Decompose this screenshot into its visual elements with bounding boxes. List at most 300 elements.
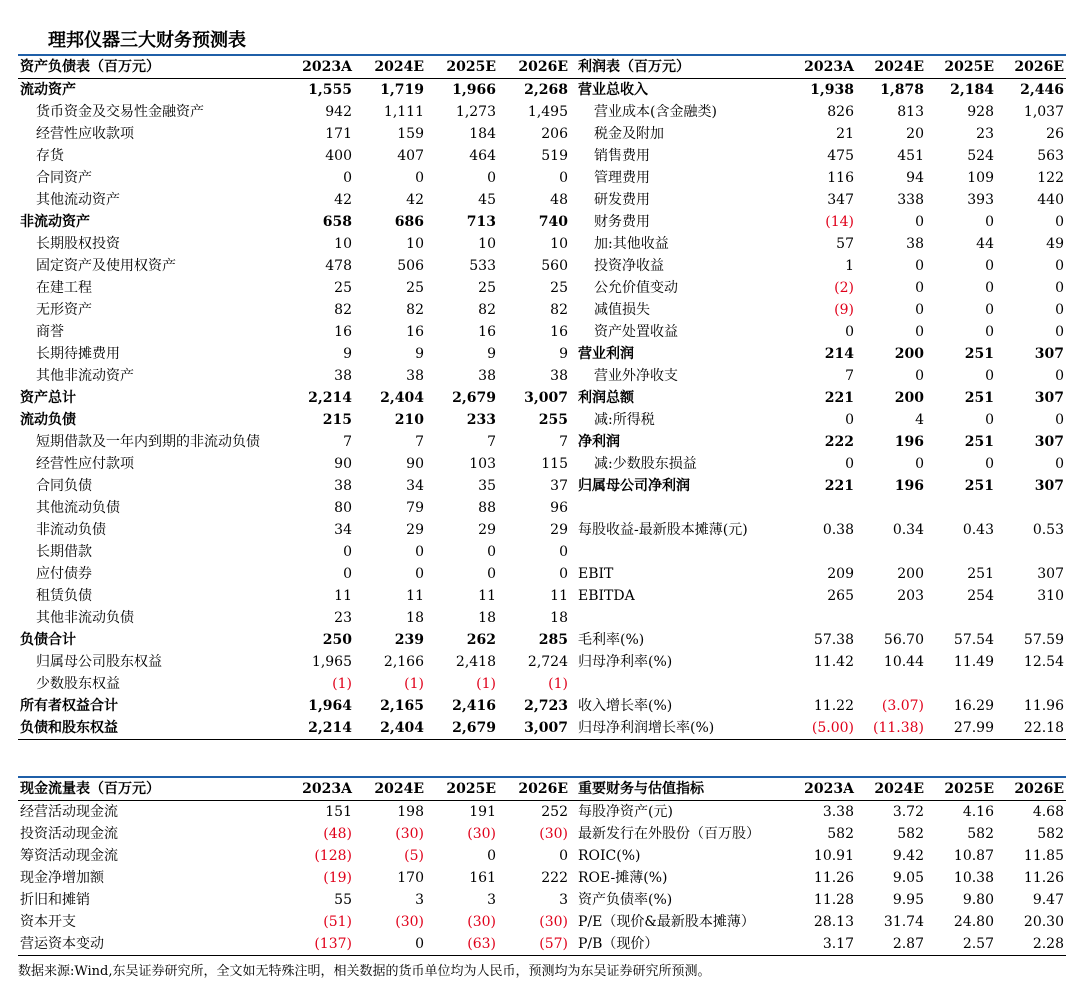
value-cell: 25 xyxy=(334,280,352,296)
value-cell: 2,416 xyxy=(452,698,496,714)
row-label: 加:其他收益 xyxy=(594,236,669,252)
value-cell: 196 xyxy=(894,434,924,450)
table-row xyxy=(18,475,1066,497)
value-cell: 200 xyxy=(894,346,924,362)
value-cell: 7 xyxy=(415,434,424,450)
value-cell: 0 xyxy=(559,170,568,186)
row-label: 租赁负债 xyxy=(36,588,92,604)
table-row xyxy=(18,453,1066,475)
value-cell: 38 xyxy=(406,368,424,384)
table-row xyxy=(18,933,1066,956)
row-label: 归母净利率(%) xyxy=(578,654,673,670)
value-cell: 262 xyxy=(466,632,496,648)
value-cell xyxy=(856,607,926,629)
value-cell: 11.85 xyxy=(1023,848,1064,864)
value-cell: 16 xyxy=(550,324,568,340)
value-cell: 560 xyxy=(541,258,568,274)
value-cell: 826 xyxy=(827,104,854,120)
row-label: 现金净增加额 xyxy=(20,870,104,886)
row-label: EBITDA xyxy=(578,588,635,604)
value-cell: (1) xyxy=(548,676,568,692)
table-row xyxy=(18,145,1066,167)
value-cell: 0 xyxy=(343,566,352,582)
value-cell: (48) xyxy=(323,826,352,842)
value-cell: 0 xyxy=(1055,280,1064,296)
row-label: 归属母公司股东权益 xyxy=(36,654,162,670)
value-cell: (9) xyxy=(834,302,854,318)
row-label xyxy=(576,541,786,563)
table-row xyxy=(18,189,1066,211)
row-label: P/B（现价） xyxy=(578,936,659,952)
key-metrics-header: 重要财务与估值指标 xyxy=(578,781,704,797)
value-cell: (1) xyxy=(476,676,496,692)
row-label: 公允价值变动 xyxy=(594,280,678,296)
value-cell: 519 xyxy=(541,148,568,164)
value-cell: 37 xyxy=(550,478,568,494)
value-cell: 658 xyxy=(322,214,352,230)
row-label: 长期股权投资 xyxy=(36,236,120,252)
row-label: 合同资产 xyxy=(36,170,92,186)
table-row xyxy=(18,79,1066,102)
value-cell: 254 xyxy=(967,588,994,604)
value-cell: 0 xyxy=(1055,258,1064,274)
value-cell: 221 xyxy=(824,390,854,406)
value-cell: 285 xyxy=(538,632,568,648)
value-cell: 0 xyxy=(487,848,496,864)
value-cell: 57 xyxy=(836,236,854,252)
value-cell: 90 xyxy=(406,456,424,472)
value-cell: 2,679 xyxy=(452,390,496,406)
row-label: 其他非流动负债 xyxy=(36,610,134,626)
value-cell: 0 xyxy=(1055,412,1064,428)
value-cell: (19) xyxy=(323,870,352,886)
value-cell: (30) xyxy=(395,914,424,930)
row-label: 存货 xyxy=(36,148,64,164)
value-cell: 0 xyxy=(559,566,568,582)
value-cell: 191 xyxy=(469,804,496,820)
value-cell: 11.28 xyxy=(813,892,854,908)
value-cell: 0 xyxy=(1055,214,1064,230)
row-label: 财务费用 xyxy=(594,214,650,230)
value-cell: (30) xyxy=(539,826,568,842)
value-cell: 0 xyxy=(415,170,424,186)
row-label: 每股收益-最新股本摊薄(元) xyxy=(578,522,748,538)
value-cell: 0 xyxy=(985,214,994,230)
value-cell: 9 xyxy=(343,346,352,362)
row-label: 经营性应收款项 xyxy=(36,126,134,142)
table-row xyxy=(18,321,1066,343)
table-row xyxy=(18,211,1066,233)
value-cell: 563 xyxy=(1037,148,1064,164)
row-label: 利润总额 xyxy=(578,390,634,406)
value-cell: 16 xyxy=(406,324,424,340)
value-cell: 0 xyxy=(487,170,496,186)
row-label: 每股净资产(元) xyxy=(578,804,673,820)
value-cell: 116 xyxy=(827,170,854,186)
table-row xyxy=(18,607,1066,629)
value-cell: 9 xyxy=(559,346,568,362)
balance-sheet-header: 资产负债表（百万元） xyxy=(20,59,160,75)
row-label xyxy=(576,673,786,695)
row-label: 毛利率(%) xyxy=(578,632,645,648)
top-header-row xyxy=(18,55,1066,79)
value-cell: 1 xyxy=(845,258,854,274)
value-cell xyxy=(856,673,926,695)
table-row xyxy=(18,867,1066,889)
row-label: 营业总收入 xyxy=(578,82,648,98)
year-header: 2026E xyxy=(518,781,568,797)
value-cell: 233 xyxy=(466,412,496,428)
row-label: 资产总计 xyxy=(20,390,76,406)
value-cell: 209 xyxy=(827,566,854,582)
value-cell: 151 xyxy=(325,804,352,820)
value-cell: (137) xyxy=(314,936,352,952)
value-cell: 29 xyxy=(406,522,424,538)
value-cell: (14) xyxy=(825,214,854,230)
value-cell: 2,165 xyxy=(380,698,424,714)
value-cell: 2,214 xyxy=(308,720,352,736)
cash-flow-header: 现金流量表（百万元） xyxy=(20,781,160,797)
value-cell: 109 xyxy=(967,170,994,186)
value-cell: 307 xyxy=(1034,390,1064,406)
value-cell: (128) xyxy=(314,848,352,864)
value-cell: 255 xyxy=(538,412,568,428)
value-cell: 159 xyxy=(397,126,424,142)
value-cell: 20.30 xyxy=(1023,914,1064,930)
value-cell: 23 xyxy=(976,126,994,142)
value-cell: 29 xyxy=(478,522,496,538)
value-cell: 3,007 xyxy=(524,720,568,736)
value-cell: 1,719 xyxy=(380,82,424,98)
value-cell: 79 xyxy=(406,500,424,516)
value-cell: 44 xyxy=(976,236,994,252)
row-label: 长期借款 xyxy=(36,544,92,560)
value-cell: 57.59 xyxy=(1023,632,1064,648)
value-cell: 10.44 xyxy=(883,654,924,670)
value-cell: 31.74 xyxy=(883,914,924,930)
value-cell: 0 xyxy=(985,258,994,274)
value-cell xyxy=(856,541,926,563)
value-cell: 214 xyxy=(824,346,854,362)
value-cell: 82 xyxy=(550,302,568,318)
value-cell: 200 xyxy=(894,390,924,406)
table-row xyxy=(18,519,1066,541)
value-cell xyxy=(926,673,996,695)
value-cell: 122 xyxy=(1037,170,1064,186)
table-row xyxy=(18,255,1066,277)
value-cell: (1) xyxy=(404,676,424,692)
value-cell: 11.42 xyxy=(813,654,854,670)
value-cell: 55 xyxy=(334,892,352,908)
value-cell: 4.16 xyxy=(962,804,994,820)
value-cell: 3 xyxy=(559,892,568,908)
value-cell: 338 xyxy=(897,192,924,208)
year-header: 2025E xyxy=(446,781,496,797)
value-cell: 0 xyxy=(415,544,424,560)
value-cell: 90 xyxy=(334,456,352,472)
value-cell: 347 xyxy=(827,192,854,208)
value-cell: 239 xyxy=(394,632,424,648)
value-cell: 0 xyxy=(343,170,352,186)
value-cell: 582 xyxy=(967,826,994,842)
value-cell: 7 xyxy=(845,368,854,384)
value-cell: 506 xyxy=(397,258,424,274)
value-cell: (30) xyxy=(467,826,496,842)
value-cell: 11.22 xyxy=(813,698,854,714)
value-cell: 16 xyxy=(478,324,496,340)
value-cell: 29 xyxy=(550,522,568,538)
year-header: 2023A xyxy=(804,781,854,797)
table-row xyxy=(18,695,1066,717)
row-label: 收入增长率(%) xyxy=(578,698,673,714)
row-label: 非流动负债 xyxy=(36,522,106,538)
value-cell: 28.13 xyxy=(813,914,854,930)
value-cell: 252 xyxy=(541,804,568,820)
row-label: ROIC(%) xyxy=(578,848,641,864)
table-row xyxy=(18,717,1066,740)
income-statement-header: 利润表（百万元） xyxy=(578,59,690,75)
value-cell: (30) xyxy=(467,914,496,930)
value-cell: 221 xyxy=(824,478,854,494)
row-label: ROE-摊薄(%) xyxy=(578,870,668,886)
year-header: 2026E xyxy=(1014,59,1064,75)
value-cell: 115 xyxy=(541,456,568,472)
value-cell: 7 xyxy=(343,434,352,450)
row-label: 应付债券 xyxy=(36,566,92,582)
value-cell: 11 xyxy=(478,588,496,604)
value-cell: 0 xyxy=(415,566,424,582)
cashflow-metrics-table xyxy=(18,776,1066,956)
value-cell xyxy=(996,541,1066,563)
value-cell: 38 xyxy=(906,236,924,252)
row-label: 归母净利润增长率(%) xyxy=(578,720,715,736)
value-cell: 464 xyxy=(469,148,496,164)
value-cell xyxy=(786,607,856,629)
row-label: 营业利润 xyxy=(578,346,634,362)
value-cell: 10 xyxy=(478,236,496,252)
value-cell: 96 xyxy=(550,500,568,516)
value-cell: 22.18 xyxy=(1023,720,1064,736)
value-cell: 0 xyxy=(487,566,496,582)
row-label: 减:少数股东损益 xyxy=(594,456,697,472)
row-label: 货币资金及交易性金融资产 xyxy=(36,104,204,120)
value-cell: 18 xyxy=(478,610,496,626)
balance-income-table xyxy=(18,54,1066,740)
value-cell: 10 xyxy=(406,236,424,252)
value-cell: 251 xyxy=(964,346,994,362)
value-cell: (5) xyxy=(404,848,424,864)
value-cell: 35 xyxy=(478,478,496,494)
row-label: 长期待摊费用 xyxy=(36,346,120,362)
value-cell: 582 xyxy=(897,826,924,842)
value-cell: 10 xyxy=(550,236,568,252)
value-cell: 1,965 xyxy=(311,654,352,670)
value-cell: 3 xyxy=(487,892,496,908)
year-header: 2025E xyxy=(446,59,496,75)
value-cell: 56.70 xyxy=(883,632,924,648)
value-cell: 251 xyxy=(964,478,994,494)
row-label: 合同负债 xyxy=(36,478,92,494)
value-cell: 9 xyxy=(487,346,496,362)
value-cell: 210 xyxy=(394,412,424,428)
value-cell: 4.68 xyxy=(1032,804,1064,820)
value-cell: 80 xyxy=(334,500,352,516)
table-row xyxy=(18,277,1066,299)
value-cell: (11.38) xyxy=(872,720,924,736)
value-cell: 1,966 xyxy=(452,82,496,98)
value-cell: 265 xyxy=(827,588,854,604)
value-cell: 57.54 xyxy=(953,632,994,648)
value-cell xyxy=(786,673,856,695)
value-cell: 0 xyxy=(915,456,924,472)
value-cell: 0 xyxy=(915,280,924,296)
value-cell xyxy=(786,497,856,519)
value-cell: 478 xyxy=(325,258,352,274)
row-label: 投资净收益 xyxy=(594,258,664,274)
bottom-header-row xyxy=(18,777,1066,801)
table-row xyxy=(18,497,1066,519)
table-row xyxy=(18,541,1066,563)
value-cell: 0 xyxy=(915,324,924,340)
value-cell: 1,938 xyxy=(810,82,854,98)
value-cell: 20 xyxy=(906,126,924,142)
value-cell: 307 xyxy=(1034,346,1064,362)
row-label: EBIT xyxy=(578,566,614,582)
year-header: 2023A xyxy=(302,59,352,75)
row-label: 其他流动负债 xyxy=(36,500,120,516)
value-cell: 307 xyxy=(1037,566,1064,582)
value-cell: 12.54 xyxy=(1023,654,1064,670)
value-cell: 11.49 xyxy=(953,654,994,670)
table-row xyxy=(18,585,1066,607)
value-cell: 10 xyxy=(334,236,352,252)
value-cell: 49 xyxy=(1046,236,1064,252)
year-header: 2024E xyxy=(374,781,424,797)
value-cell: 11.26 xyxy=(813,870,854,886)
value-cell: 1,495 xyxy=(527,104,568,120)
row-label: 归属母公司净利润 xyxy=(578,478,690,494)
value-cell: 451 xyxy=(897,148,924,164)
value-cell: 10.38 xyxy=(953,870,994,886)
value-cell: 2,214 xyxy=(308,390,352,406)
value-cell: 16 xyxy=(334,324,352,340)
value-cell: 0.53 xyxy=(1032,522,1064,538)
value-cell: 307 xyxy=(1034,434,1064,450)
value-cell: 9.95 xyxy=(892,892,924,908)
value-cell: 88 xyxy=(478,500,496,516)
table-row xyxy=(18,167,1066,189)
value-cell xyxy=(996,673,1066,695)
value-cell: (51) xyxy=(323,914,352,930)
row-label: 税金及附加 xyxy=(594,126,664,142)
value-cell: 45 xyxy=(478,192,496,208)
value-cell: 18 xyxy=(550,610,568,626)
value-cell: 582 xyxy=(827,826,854,842)
table-row xyxy=(18,629,1066,651)
value-cell: 38 xyxy=(550,368,568,384)
value-cell: 2.57 xyxy=(962,936,994,952)
row-label: 流动负债 xyxy=(20,412,76,428)
value-cell: 2,418 xyxy=(455,654,496,670)
row-label: 负债和股东权益 xyxy=(20,720,118,736)
value-cell: 0 xyxy=(915,258,924,274)
row-label xyxy=(576,497,786,519)
value-cell: 0 xyxy=(343,544,352,560)
value-cell: (30) xyxy=(395,826,424,842)
value-cell: 307 xyxy=(1034,478,1064,494)
row-label: 筹资活动现金流 xyxy=(20,848,118,864)
value-cell: 10.91 xyxy=(813,848,854,864)
value-cell: (63) xyxy=(467,936,496,952)
year-header: 2024E xyxy=(874,59,924,75)
table-row xyxy=(18,845,1066,867)
row-label: 经营活动现金流 xyxy=(20,804,118,820)
row-label: 资本开支 xyxy=(20,914,76,930)
value-cell: 0 xyxy=(559,544,568,560)
value-cell: 2,404 xyxy=(380,390,424,406)
value-cell xyxy=(926,497,996,519)
value-cell: 2.87 xyxy=(892,936,924,952)
value-cell: (5.00) xyxy=(811,720,854,736)
row-label: 在建工程 xyxy=(36,280,92,296)
row-label: 其他流动资产 xyxy=(36,192,120,208)
row-label: 其他非流动资产 xyxy=(36,368,134,384)
value-cell: 103 xyxy=(469,456,496,472)
value-cell: 82 xyxy=(406,302,424,318)
value-cell: 0 xyxy=(845,412,854,428)
table-row xyxy=(18,365,1066,387)
value-cell: 0 xyxy=(1055,302,1064,318)
row-label: P/E（现价&最新股本摊薄） xyxy=(578,914,755,930)
table-row xyxy=(18,299,1066,321)
value-cell: 196 xyxy=(894,478,924,494)
value-cell: 3.38 xyxy=(822,804,854,820)
value-cell: 4 xyxy=(915,412,924,428)
table-row xyxy=(18,101,1066,123)
value-cell: 0 xyxy=(1055,324,1064,340)
table-row xyxy=(18,431,1066,453)
value-cell: 16.29 xyxy=(953,698,994,714)
value-cell: 170 xyxy=(397,870,424,886)
value-cell: 94 xyxy=(906,170,924,186)
value-cell: (3.07) xyxy=(881,698,924,714)
value-cell: (2) xyxy=(834,280,854,296)
row-label: 短期借款及一年内到期的非流动负债 xyxy=(36,434,260,450)
value-cell: 27.99 xyxy=(953,720,994,736)
year-header: 2025E xyxy=(944,59,994,75)
value-cell: 9.80 xyxy=(962,892,994,908)
value-cell: 48 xyxy=(550,192,568,208)
value-cell xyxy=(996,497,1066,519)
value-cell: 0 xyxy=(845,324,854,340)
value-cell: 1,555 xyxy=(308,82,352,98)
footnote: 数据来源:Wind,东吴证券研究所，全文如无特殊注明，相关数据的货币单位均为人民币，预测均为东吴证券研究所预测。 xyxy=(18,964,711,979)
value-cell: 11 xyxy=(406,588,424,604)
value-cell: 407 xyxy=(397,148,424,164)
value-cell: 38 xyxy=(334,368,352,384)
value-cell: 533 xyxy=(469,258,496,274)
table-row xyxy=(18,911,1066,933)
value-cell: 21 xyxy=(836,126,854,142)
value-cell: 34 xyxy=(406,478,424,494)
value-cell: 0 xyxy=(1055,456,1064,472)
value-cell: 0 xyxy=(985,412,994,428)
value-cell: 0.38 xyxy=(822,522,854,538)
value-cell: 3 xyxy=(415,892,424,908)
value-cell: 2,166 xyxy=(383,654,424,670)
value-cell xyxy=(996,607,1066,629)
table-row xyxy=(18,673,1066,695)
